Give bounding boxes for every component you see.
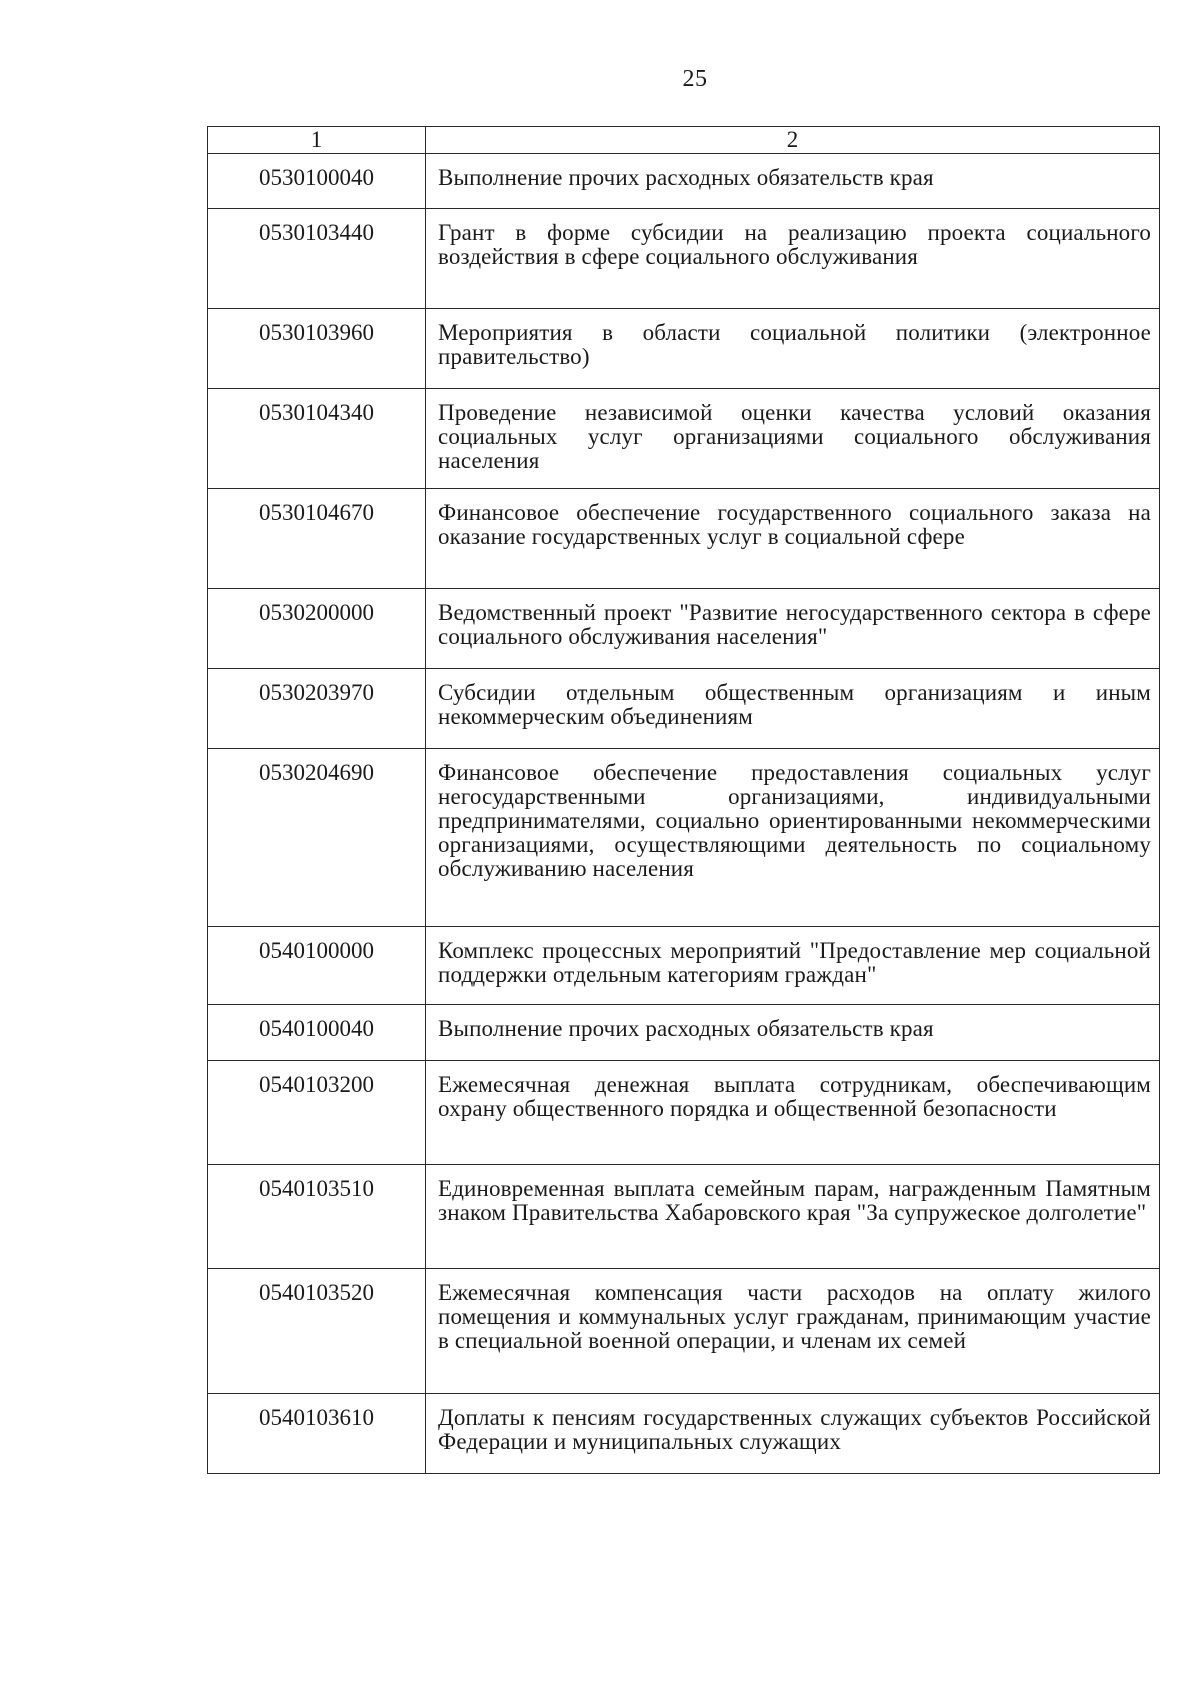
row-code: 0540100040 [208, 1005, 426, 1061]
header-row [208, 127, 1160, 154]
row-description: Выполнение прочих расходных обязательств края [426, 1005, 1160, 1061]
table-row [208, 154, 1160, 209]
column-header-code: 1 [208, 127, 426, 154]
table-header [208, 127, 1160, 154]
column-header-description: 2 [426, 127, 1160, 154]
row-code: 0540100000 [208, 927, 426, 1005]
row-description: Проведение независимой оценки качества условий оказания социальных услуг организациями социального обслуживания населения [426, 389, 1160, 489]
table-row [208, 489, 1160, 589]
row-code: 0530203970 [208, 669, 426, 749]
table-body [208, 154, 1160, 1474]
row-code: 0530104670 [208, 489, 426, 589]
page-number: 25 [682, 66, 708, 92]
table-row [208, 927, 1160, 1005]
row-code: 0530104340 [208, 389, 426, 489]
row-description: Ежемесячная денежная выплата сотрудникам, обеспечивающим охрану общественного порядка и общественной безопасности [426, 1061, 1160, 1165]
table-row [208, 1165, 1160, 1269]
row-description: Финансовое обеспечение предоставления социальных услуг негосударственными организациями, индивидуальными предпринимателями, социально ориентированными некоммерческими организациями, осуществляющими деятельность по социальному обслуживанию населения [426, 749, 1160, 927]
row-code: 0530100040 [208, 154, 426, 209]
table-row [208, 749, 1160, 927]
row-code: 0540103520 [208, 1269, 426, 1394]
table-row [208, 309, 1160, 389]
table-row [208, 389, 1160, 489]
table-row [208, 589, 1160, 669]
row-description: Мероприятия в области социальной политики (электронное правительство) [426, 309, 1160, 389]
table-row [208, 209, 1160, 309]
row-description: Ежемесячная компенсация части расходов на оплату жилого помещения и коммунальных услуг гражданам, принимающим участие в специальной военной операции, и членам их семей [426, 1269, 1160, 1394]
row-description: Комплекс процессных мероприятий "Предоставление мер социальной поддержки отдельным категориям граждан" [426, 927, 1160, 1005]
row-description: Финансовое обеспечение государственного социального заказа на оказание государственных услуг в социальной сфере [426, 489, 1160, 589]
row-description: Единовременная выплата семейным парам, награжденным Памятным знаком Правительства Хабаровского края "За супружеское долголетие" [426, 1165, 1160, 1269]
budget-classification-table [207, 126, 1160, 1474]
table-row [208, 1394, 1160, 1474]
table-row [208, 1269, 1160, 1394]
row-code: 0540103200 [208, 1061, 426, 1165]
row-code: 0530204690 [208, 749, 426, 927]
row-code: 0540103610 [208, 1394, 426, 1474]
row-code: 0530103960 [208, 309, 426, 389]
row-description: Грант в форме субсидии на реализацию проекта социального воздействия в сфере социального обслуживания [426, 209, 1160, 309]
row-description: Ведомственный проект "Развитие негосударственного сектора в сфере социального обслуживания населения" [426, 589, 1160, 669]
table-row [208, 1005, 1160, 1061]
row-code: 0530200000 [208, 589, 426, 669]
row-description: Субсидии отдельным общественным организациям и иным некоммерческим объединениям [426, 669, 1160, 749]
row-description: Выполнение прочих расходных обязательств края [426, 154, 1160, 209]
row-description: Доплаты к пенсиям государственных служащих субъектов Российской Федерации и муниципальных служащих [426, 1394, 1160, 1474]
table-row [208, 1061, 1160, 1165]
table-row [208, 669, 1160, 749]
row-code: 0540103510 [208, 1165, 426, 1269]
row-code: 0530103440 [208, 209, 426, 309]
